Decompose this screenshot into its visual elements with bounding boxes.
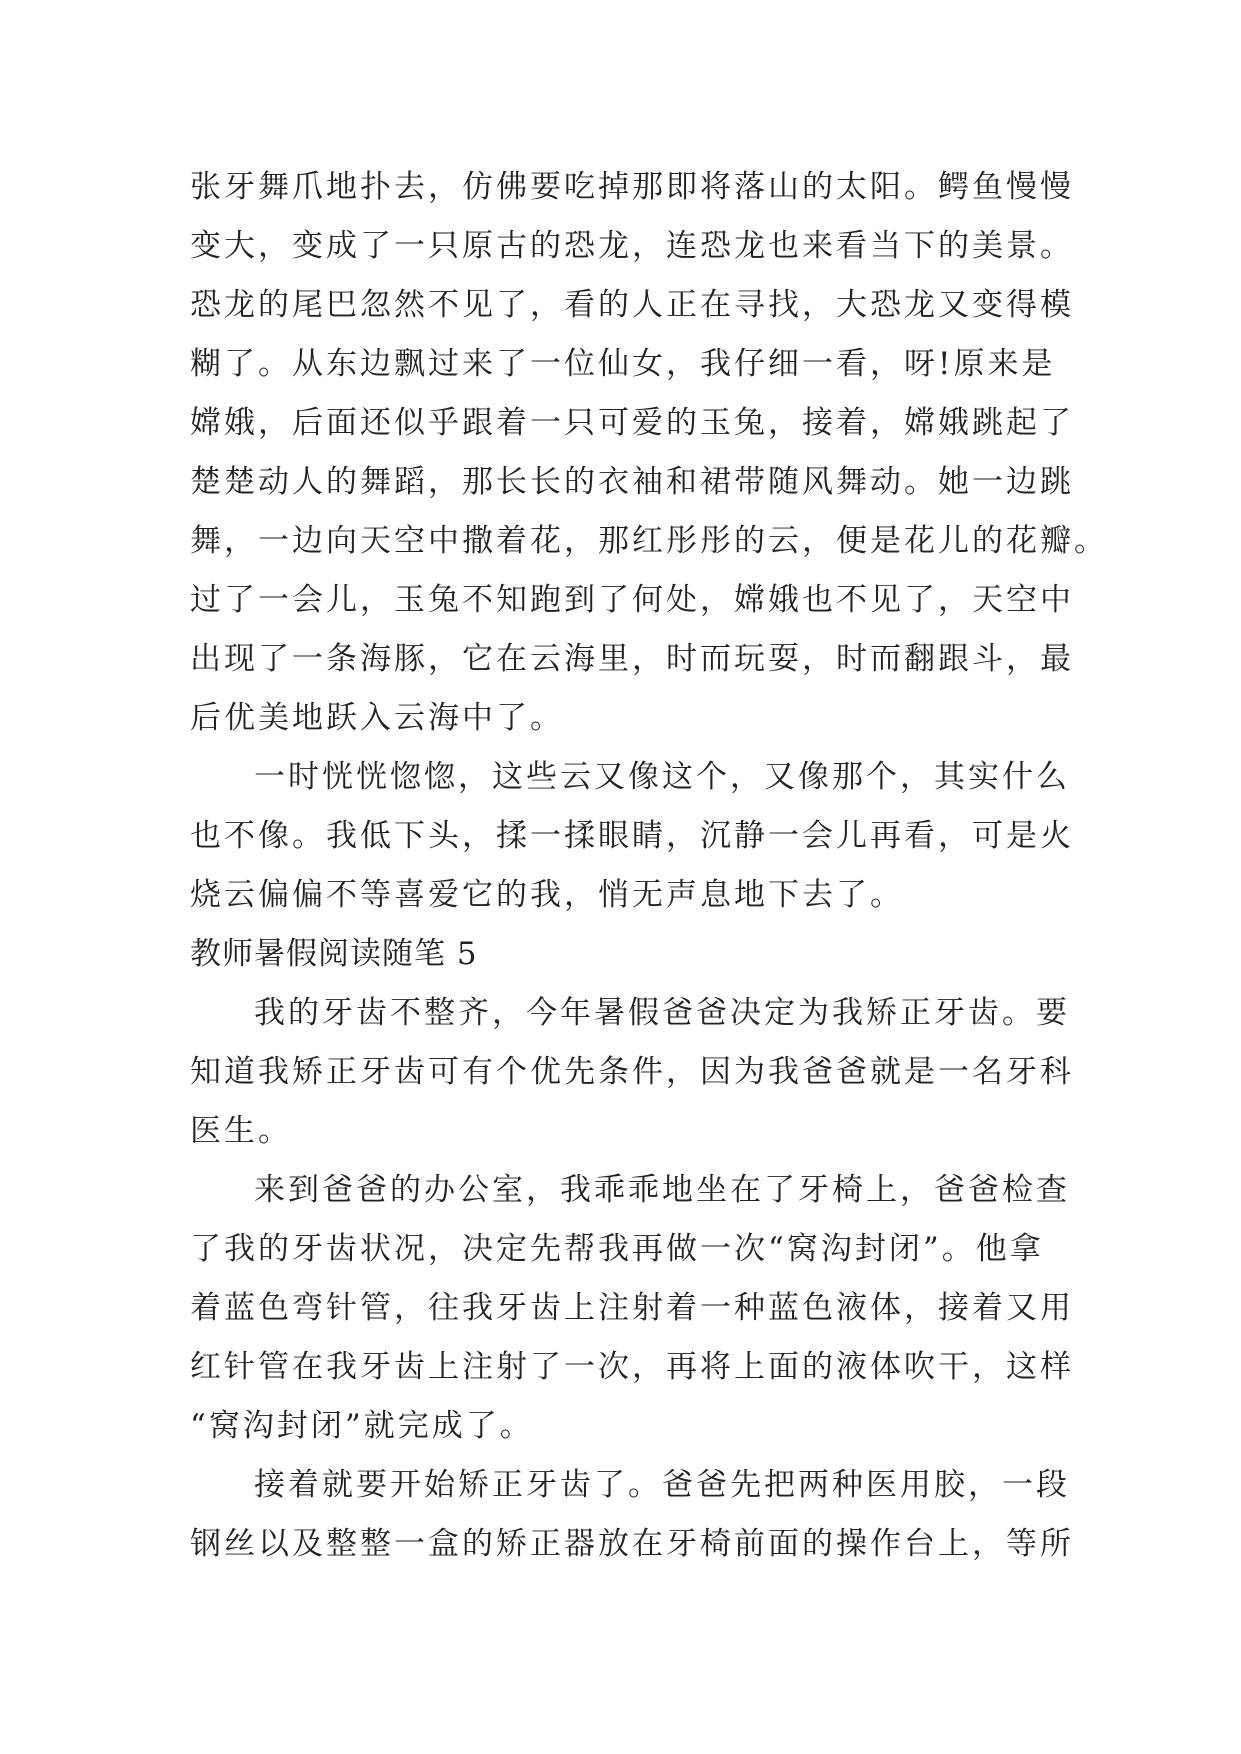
document-body xyxy=(190,158,1108,1574)
text-line: 钢丝以及整整一盒的矫正器放在牙椅前面的操作台上，等所 xyxy=(190,1526,1074,1562)
text-line: 过了一会儿，玉兔不知跑到了何处，嫦娥也不见了，天空中 xyxy=(190,582,1074,618)
text-line: 烧云偏偏不等喜爱它的我，悄无声息地下去了。 xyxy=(190,877,904,913)
text-line: 红针管在我牙齿上注射了一次，再将上面的液体吹干，这样 xyxy=(190,1349,1074,1385)
text-line: 楚楚动人的舞蹈，那长长的衣袖和裙带随风舞动。她一边跳 xyxy=(190,464,1074,500)
text-line: 着蓝色弯针管，往我牙齿上注射着一种蓝色液体，接着又用 xyxy=(190,1290,1074,1326)
paragraph xyxy=(190,1161,1074,1456)
paragraph xyxy=(190,984,1074,1161)
text-line: 嫦娥，后面还似乎跟着一只可爱的玉兔，接着，嫦娥跳起了 xyxy=(190,405,1074,441)
paragraph-continued xyxy=(190,158,1108,748)
text-line: 医生。 xyxy=(190,1113,292,1149)
paragraph xyxy=(190,1456,1074,1574)
text-line: 后优美地跃入云海中了。 xyxy=(190,700,564,736)
text-line: 一时恍恍惚惚，这些云又像这个，又像那个，其实什么 xyxy=(254,759,1070,795)
text-line: 张牙舞爪地扑去，仿佛要吃掉那即将落山的太阳。鳄鱼慢慢 xyxy=(190,169,1074,205)
text-line: 知道我矫正牙齿可有个优先条件，因为我爸爸就是一名牙科 xyxy=(190,1054,1074,1090)
text-line: 恐龙的尾巴忽然不见了，看的人正在寻找，大恐龙又变得模 xyxy=(190,287,1074,323)
text-line: 来到爸爸的办公室，我乖乖地坐在了牙椅上，爸爸检查 xyxy=(254,1172,1070,1208)
text-line: 我的牙齿不整齐，今年暑假爸爸决定为我矫正牙齿。要 xyxy=(254,995,1070,1031)
text-line: 变大，变成了一只原古的恐龙，连恐龙也来看当下的美景。 xyxy=(190,228,1074,264)
text-line: 也不像。我低下头，揉一揉眼睛，沉静一会儿再看，可是火 xyxy=(190,818,1074,854)
section-heading: 教师暑假阅读随笔 5 xyxy=(190,936,478,972)
text-line: 了我的牙齿状况，决定先帮我再做一次“窝沟封闭”。他拿 xyxy=(190,1231,1044,1267)
paragraph xyxy=(190,748,1074,925)
text-line: 接着就要开始矫正牙齿了。爸爸先把两种医用胶，一段 xyxy=(254,1467,1070,1503)
text-line: “窝沟封闭”就完成了。 xyxy=(190,1408,534,1444)
text-line: 糊了。从东边飘过来了一位仙女，我仔细一看，呀!原来是 xyxy=(190,346,1056,382)
text-line: 出现了一条海豚，它在云海里，时而玩耍，时而翻跟斗，最 xyxy=(190,641,1074,677)
text-line: 舞，一边向天空中撒着花，那红彤彤的云，便是花儿的花瓣。 xyxy=(190,523,1108,559)
